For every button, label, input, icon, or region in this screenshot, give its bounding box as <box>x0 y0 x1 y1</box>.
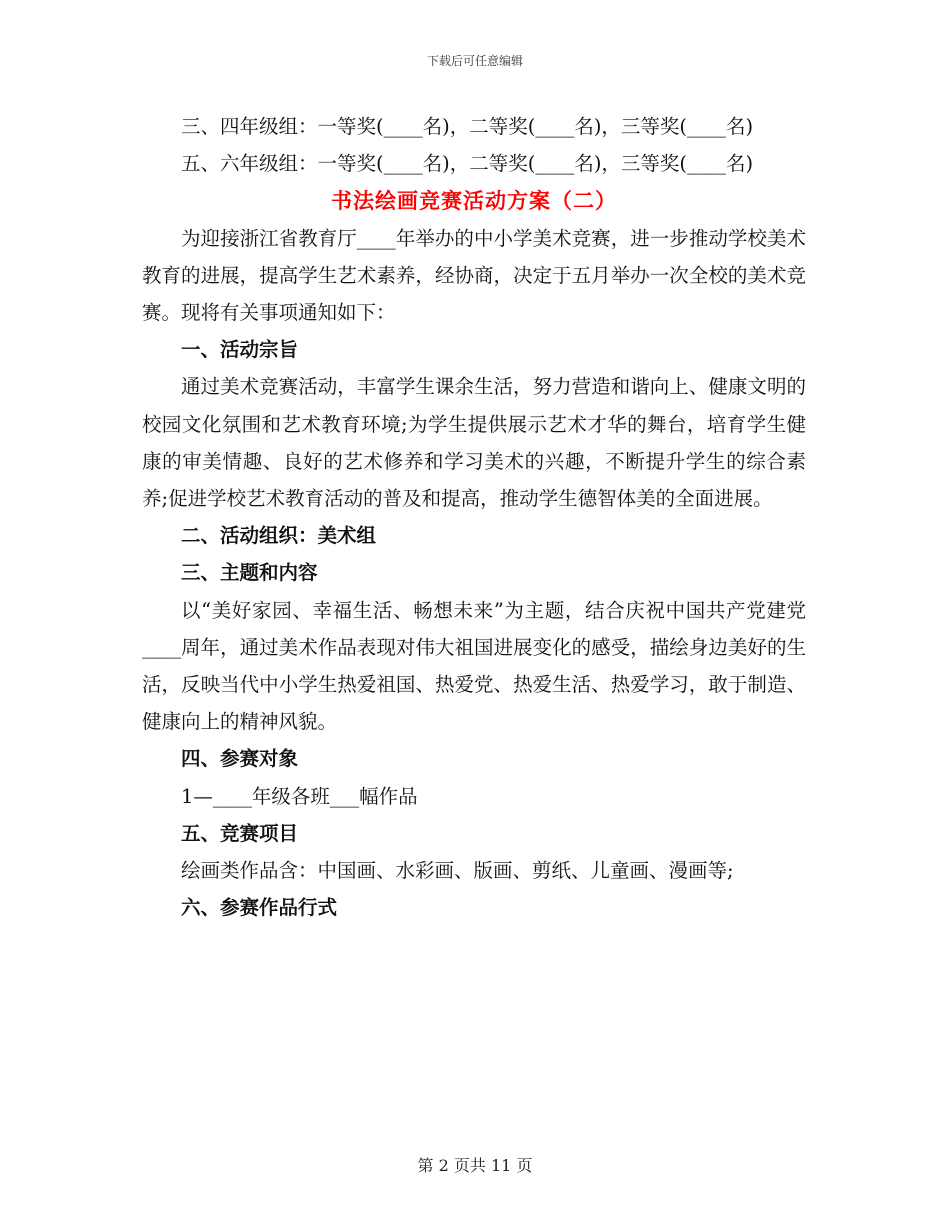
document-body <box>142 108 806 926</box>
section-body-participants: 1—____年级各班___幅作品 <box>181 784 418 808</box>
section-heading-participants: 四、参赛对象 <box>181 747 299 771</box>
section-body-purpose: 通过美术竞赛活动，丰富学生课余生活，努力营造和谐向上、健康文明的校园文化氛围和艺术教育环境;为学生提供展示艺术才华的舞台，培育学生健康的审美情趣、良好的艺术修养和学习美术的兴趣，不断提升学生的综合素养;促进学校艺术教育活动的普及和提高，推动学生德智体美的全面进展。 <box>142 375 806 511</box>
section-body-categories: 绘画类作品含：中国画、水彩画、版画、剪纸、儿童画、漫画等; <box>181 859 734 883</box>
intro-paragraph: 为迎接浙江省教育厅____年举办的中小学美术竞赛，进一步推动学校美术教育的进展，提高学生艺术素养，经协商，决定于五月举办一次全校的美术竞赛。现将有关事项通知如下： <box>142 226 806 325</box>
page-footer: 第 2 页共 11 页 <box>417 1156 533 1175</box>
section-heading-organization: 二、活动组织：美术组 <box>181 524 377 548</box>
section-heading-purpose: 一、活动宗旨 <box>181 338 299 362</box>
award-line-grade-5-6: 五、六年级组：一等奖(____名)，二等奖(____名)，三等奖(____名) <box>181 152 754 176</box>
section-body-theme: 以“美好家园、幸福生活、畅想未来”为主题，结合庆祝中国共产党建党____周年，通过美术作品表现对伟大祖国进展变化的感受，描绘身边美好的生活，反映当代中小学生热爱祖国、热爱党、热爱生活、热爱学习，敢于制造、健康向上的精神风貌。 <box>142 598 806 734</box>
award-line-grade-3-4: 三、四年级组：一等奖(____名)，二等奖(____名)，三等奖(____名) <box>181 115 754 138</box>
page-header: 下载后可任意编辑 <box>426 54 523 68</box>
section-heading-categories: 五、竞赛项目 <box>181 821 299 845</box>
document-title: 书法绘画竞赛活动方案（二） <box>331 188 617 214</box>
section-heading-format: 六、参赛作品行式 <box>181 896 338 920</box>
section-heading-theme: 三、主题和内容 <box>181 561 318 585</box>
